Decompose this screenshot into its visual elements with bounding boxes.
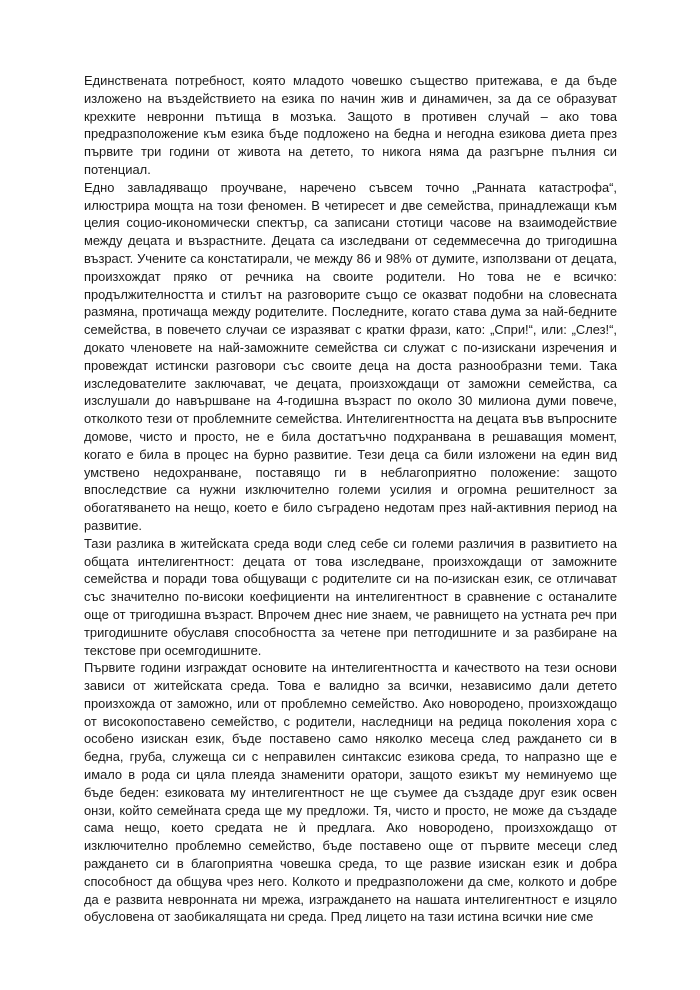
paragraph-1: Единствената потребност, която младото човешко същество притежава, е да бъде изложено на въздействието на езика по начин жив и динамичен, за да се образуват крехките невронни пътища в мозъка. Защото в противен случай – ако това предразположение към езика бъде подложено на бедна и негодна езикова диета през първите три години от живота на детето, то никога няма да разгърне пълния си потенциал. — [84, 73, 617, 177]
paragraph-4: Първите години изграждат основите на интелигентността и качеството на тези основи зависи от житейската среда. Това е валидно за всички, независимо дали детето произхожда от заможно, или от проблемно семейство. Ако новородено, произхождащо от високопоставено семейство, с родители, наследници на редица поколения хора с особено изискан език, бъде поставено само няколко месеца след раждането си в бедна, груба, служеща си с неправилен синтаксис езикова среда, то напразно ще е имало в рода си цяла плеяда знаменити оратори, защото езикът му неминуемо ще бъде беден: езиковата му интелигентност не ще съумее да създаде друг език освен онзи, който семейната среда ще му предложи. Тя, чисто и просто, не може да създаде сама нещо, което средата не ѝ предлага. Ако новородено, произхождащо от изключително проблемно семейство, бъде поставено още от първите месеци след раждането си в благоприятна човешка среда, то ще развие изискан език и добра способност да общува чрез него. Колкото и предразположени да сме, колкото и добре да е развита невронната ни мрежа, изграждането на нашата интелигентност е изцяло обусловена от заобикалящата ни среда. Пред лицето на тази истина всички ние сме — [84, 660, 617, 925]
paragraph-3: Тази разлика в житейската среда води след себе си големи различия в развитието на общата интелигентност: децата от това изследване, произхождащи от заможните семейства и поради това общуващи с родителите си на по-изискан език, се отличават със значително по-високи коефициенти на интелигентност в сравнение с останалите още от тригодишна възраст. Впрочем днес ние знаем, че равнището на устната реч при тригодишните обуславя способността за четене при петгодишните и за разбиране на текстове при осемгодишните. — [84, 535, 617, 658]
paragraph-2: Едно завладяващо проучване, наречено съвсем точно „Ранната катастрофа“, илюстрира мощта на този феномен. В четиресет и две семейства, принадлежащи към целия социо-икономически спектър, са записани стотици часове на взаимодействие между децата и възрастните. Децата са изследвани от седеммесечна до тригодишна възраст. Учените са констатирали, че между 86 и 98% от думите, използвани от децата, произхождат пряко от речника на своите родители. Но това не е всичко: продължителността и стилът на разговорите също се оказват подобни на словесната размяна, протичаща между родителите. Последните, когато става дума за най-бедните семейства, в повечето случаи се изразяват с кратки фрази, като: „Спри!“, или: „Слез!“, докато членовете на най-заможните семейства си служат с по-изискани изречения и провеждат истински разговори със своите деца на доста разнообразни теми. Така изследователите заключават, че децата, произхождащи от заможни семейства, са изслушали до навършване на 4-годишна възраст по около 30 милиона думи повече, отколкото тези от проблемните семейства. Интелигентността на децата във въпросните домове, чисто и просто, не е била достатъчно подхранвана в решаващия момент, когато е била в процес на бурно развитие. Тези деца са били изложени на един вид умствено недохранване, поставящо ги в неблагоприятно положение: защото впоследствие са нужни изключително големи усилия и огромна решителност за обогатяването на нещо, което е било съградено недотам през най-активния период на развитие. — [84, 179, 617, 533]
document-body — [84, 72, 617, 926]
